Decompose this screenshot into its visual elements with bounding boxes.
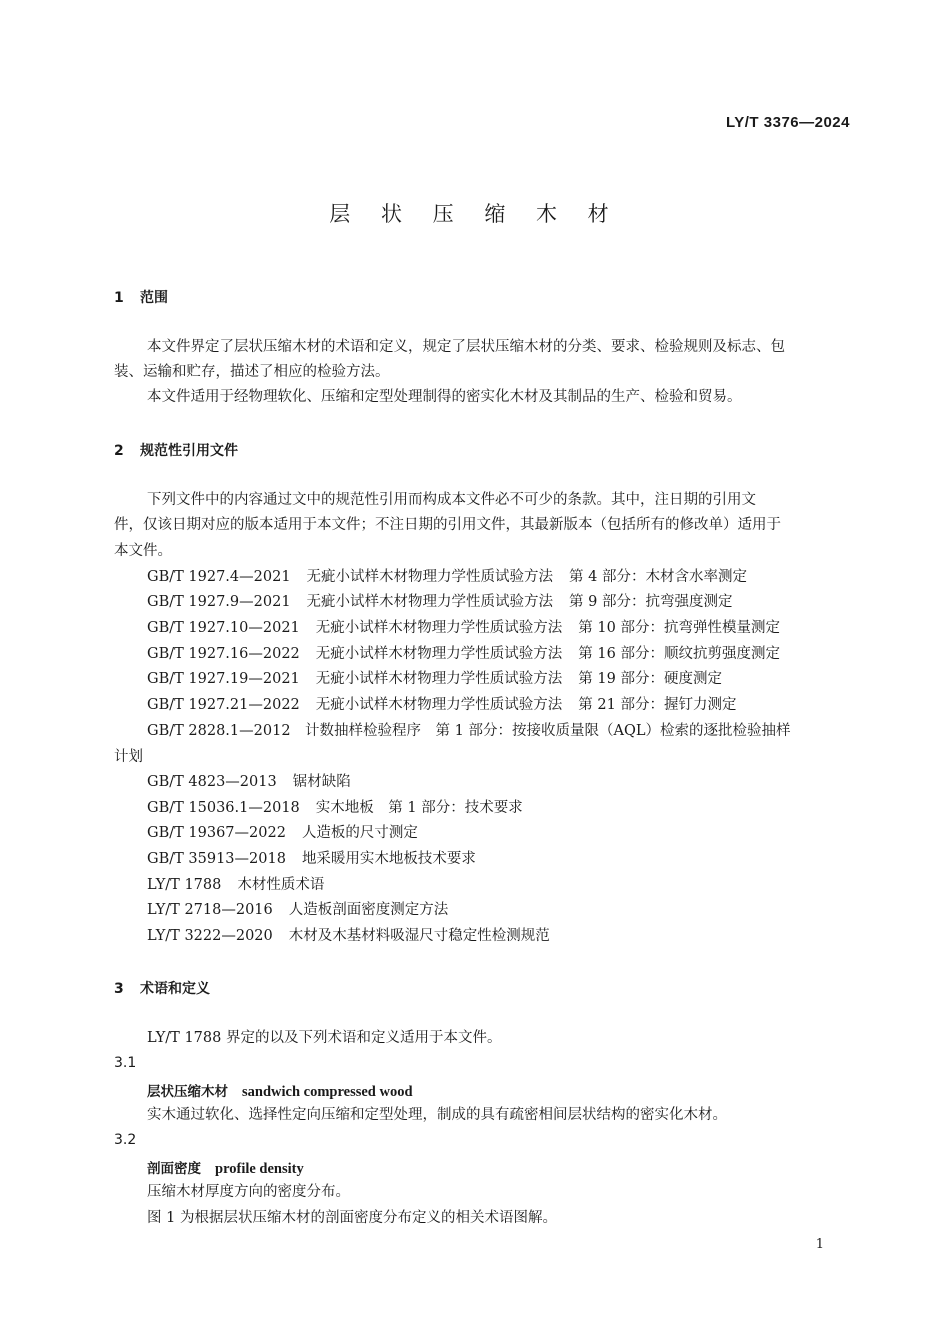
reference-title: 无疵小试样木材物理力学性质试验方法 [315, 697, 563, 713]
reference-code: GB/T 19367—2022 [147, 825, 286, 841]
term-number: 3.2 [114, 1132, 137, 1148]
reference-code: GB/T 1927.16—2022 [147, 646, 300, 662]
section-1-heading [114, 287, 168, 307]
reference-item [147, 924, 550, 950]
reference-item-2828-line1: GB/T 2828.1—2012 计数抽样检验程序 第 1 部分：按接收质量限（AQL）检索的逐批检验抽样 [147, 723, 791, 739]
section-1-para1-line2: 装、运输和贮存，描述了相应的检验方法。 [114, 364, 390, 380]
term-definition: 实木通过软化、选择性定向压缩和定型处理，制成的具有疏密相间层状结构的密实化木材。 [147, 1107, 727, 1123]
reference-code: GB/T 1927.21—2022 [147, 697, 300, 713]
reference-item [147, 693, 736, 719]
reference-title: 地采暖用实木地板技术要求 [301, 851, 476, 867]
reference-item [147, 616, 780, 642]
reference-part: 第 4 部分：木材含水率测定 [569, 569, 747, 585]
document-number: LY/T 3376—2024 [725, 114, 850, 131]
reference-item [147, 565, 747, 591]
term-english: sandwich compressed wood [242, 1084, 413, 1100]
section-number: 3 [114, 981, 124, 997]
term-number: 3.1 [114, 1055, 137, 1071]
reference-part: 第 9 部分：抗弯强度测定 [569, 594, 733, 610]
reference-part: 第 21 部分：握钉力测定 [578, 697, 737, 713]
reference-part: 第 19 部分：硬度测定 [578, 671, 722, 687]
reference-code: GB/T 1927.9—2021 [147, 594, 291, 610]
term-note: 图 1 为根据层状压缩木材的剖面密度分布定义的相关术语图解。 [147, 1210, 557, 1226]
reference-item [147, 770, 351, 796]
reference-code: LY/T 1788 [147, 877, 222, 893]
reference-code: GB/T 4823—2013 [147, 774, 277, 790]
reference-item [147, 590, 733, 616]
reference-code: GB/T 1927.10—2021 [147, 620, 300, 636]
reference-code: LY/T 3222—2020 [147, 928, 273, 944]
reference-title: 无疵小试样木材物理力学性质试验方法 [315, 671, 563, 687]
reference-title: 无疵小试样木材物理力学性质试验方法 [315, 646, 563, 662]
term-english: profile density [215, 1161, 304, 1177]
reference-code: LY/T 2718—2016 [147, 902, 273, 918]
reference-item-2828-line2: 计划 [114, 749, 143, 765]
reference-title: 木材性质术语 [237, 877, 325, 893]
reference-part: 第 16 部分：顺纹抗剪强度测定 [578, 646, 780, 662]
reference-title: 木材及木基材料吸湿尺寸稳定性检测规范 [288, 928, 550, 944]
reference-item [147, 642, 780, 668]
reference-item [147, 796, 523, 822]
term-chinese: 层状压缩木材 [147, 1084, 228, 1100]
reference-item [147, 847, 476, 873]
reference-item [147, 667, 722, 693]
reference-title: 无疵小试样木材物理力学性质试验方法 [306, 569, 554, 585]
reference-code: GB/T 35913—2018 [147, 851, 286, 867]
section-3-intro: LY/T 1788 界定的以及下列术语和定义适用于本文件。 [147, 1030, 502, 1046]
section-2-intro-line3: 本文件。 [114, 543, 172, 559]
reference-item [147, 821, 418, 847]
section-number: 1 [114, 290, 124, 306]
reference-code: GB/T 1927.19—2021 [147, 671, 300, 687]
reference-title: 无疵小试样木材物理力学性质试验方法 [315, 620, 563, 636]
reference-title: 人造板剖面密度测定方法 [288, 902, 449, 918]
section-number: 2 [114, 443, 124, 459]
reference-code: GB/T 15036.1—2018 [147, 800, 300, 816]
term-definition: 压缩木材厚度方向的密度分布。 [147, 1184, 350, 1200]
section-title: 范围 [140, 290, 168, 306]
reference-item [147, 873, 324, 899]
section-1-para2: 本文件适用于经物理软化、压缩和定型处理制得的密实化木材及其制品的生产、检验和贸易。 [147, 389, 742, 405]
reference-title: 锯材缺陷 [292, 774, 351, 790]
reference-code: GB/T 1927.4—2021 [147, 569, 291, 585]
reference-title: 实木地板 第 1 部分：技术要求 [315, 800, 523, 816]
section-2-intro-line2: 件，仅该日期对应的版本适用于本文件；不注日期的引用文件，其最新版本（包括所有的修改单）适用于 [114, 517, 781, 533]
page-number: 1 [815, 1237, 824, 1252]
section-2-intro-line1: 下列文件中的内容通过文中的规范性引用而构成本文件必不可少的条款。其中，注日期的引用文 [147, 492, 756, 508]
section-title: 术语和定义 [140, 981, 210, 997]
reference-title: 人造板的尺寸测定 [301, 825, 418, 841]
section-title: 规范性引用文件 [140, 443, 238, 459]
reference-title: 无疵小试样木材物理力学性质试验方法 [306, 594, 554, 610]
term-heading [147, 1157, 304, 1178]
section-2-heading [114, 440, 238, 460]
section-3-heading [114, 978, 210, 998]
term-heading [147, 1080, 413, 1101]
reference-item [147, 898, 448, 924]
reference-part: 第 10 部分：抗弯弹性模量测定 [578, 620, 780, 636]
term-chinese: 剖面密度 [147, 1161, 201, 1177]
section-1-para1-line1: 本文件界定了层状压缩木材的术语和定义，规定了层状压缩木材的分类、要求、检验规则及标志、包 [147, 339, 785, 355]
page-title: 层 状 压 缩 木 材 [329, 202, 621, 226]
